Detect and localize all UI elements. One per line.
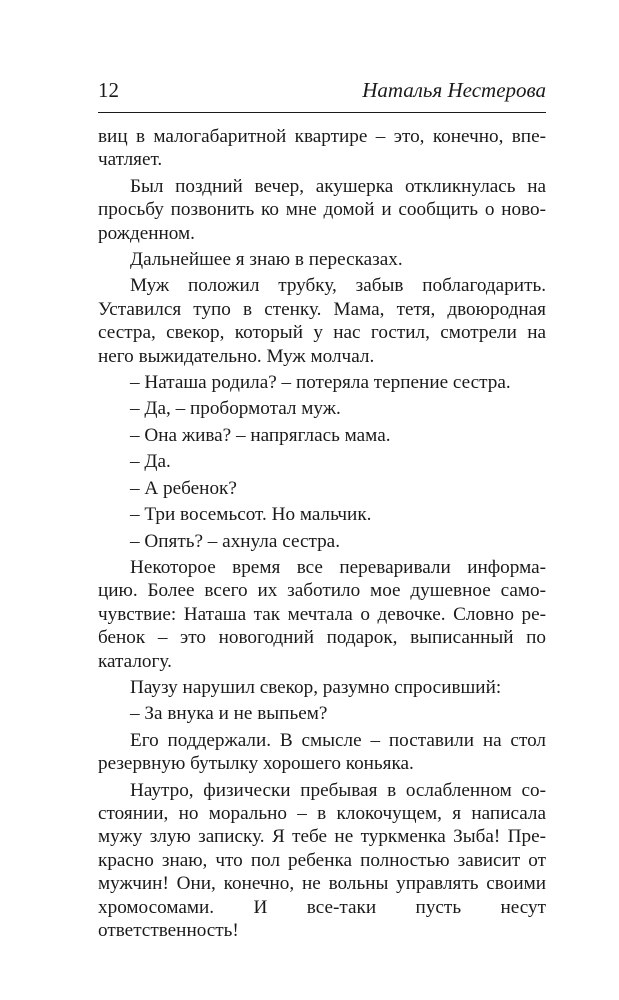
text-line: Некоторое время все переваривали информа- — [130, 556, 546, 578]
text-line: мужу злую записку. Я тебе не туркменка Зыба! Пре- — [98, 826, 546, 848]
text-line: рожденном. — [98, 222, 195, 244]
text-line: – Три восемьсот. Но мальчик. — [130, 504, 372, 526]
text-line: – Она жива? – напряглась мама. — [130, 424, 391, 446]
text-line: хромосомами. И все-таки пусть несут ответственность! — [98, 896, 546, 941]
text-line: резервную бутылку хорошего коньяка. — [98, 753, 414, 775]
text-line: Паузу нарушил свекор, разумно спросивший: — [130, 676, 502, 698]
paragraph — [98, 175, 546, 245]
text-line: – Опять? – ахнула сестра. — [130, 530, 340, 552]
paragraph — [98, 424, 546, 447]
text-line: Уставился тупо в стенку. Мама, тетя, двоюродная — [98, 298, 546, 320]
body-text — [98, 125, 546, 942]
text-line: – Наташа родила? – потеряла терпение сестра. — [130, 372, 511, 394]
paragraph — [98, 729, 546, 776]
paragraph — [98, 371, 546, 394]
text-line: виц в малогабаритной квартире – это, конечно, впе- — [98, 126, 546, 147]
text-line: Его поддержали. В смысле – поставили на стол — [130, 729, 546, 751]
paragraph — [98, 503, 546, 526]
paragraph — [98, 556, 546, 673]
text-line: чатляет. — [98, 149, 163, 171]
text-line: – За внука и не выпьем? — [130, 703, 328, 725]
page-header — [98, 78, 546, 103]
text-line: цию. Более всего их заботило мое душевное само- — [98, 580, 546, 602]
text-line: Наутро, физически пребывая в ослабленном со- — [130, 779, 546, 801]
paragraph — [98, 676, 546, 699]
paragraph — [98, 274, 546, 368]
text-line: сестра, свекор, который у нас гостил, смотрели на — [98, 322, 546, 344]
header-rule — [98, 112, 546, 113]
paragraph — [98, 702, 546, 725]
text-line: Муж положил трубку, забыв поблагодарить. — [130, 275, 546, 297]
text-line: каталогу. — [98, 650, 172, 672]
paragraph — [98, 530, 546, 553]
text-line: Был поздний вечер, акушерка откликнулась на — [130, 175, 546, 197]
paragraph — [98, 450, 546, 473]
text-line: просьбу позвонить ко мне домой и сообщить о ново- — [98, 199, 546, 221]
page-number: 12 — [98, 78, 119, 102]
text-line: – Да. — [130, 451, 171, 473]
paragraph — [98, 248, 546, 271]
text-line: чувствие: Наташа так мечтала о девочке. Словно ре- — [98, 603, 546, 625]
running-head: Наталья Нестерова — [362, 78, 546, 102]
text-line: красно знаю, что пол ребенка полностью зависит от — [98, 849, 546, 871]
text-line: стоянии, но морально – в клокочущем, я написала — [98, 802, 546, 824]
text-line: мужчин! Они, конечно, не вольны управлять своими — [98, 873, 546, 895]
text-line: – Да, – пробормотал муж. — [130, 398, 341, 420]
text-line: него выжидательно. Муж молчал. — [98, 345, 375, 367]
text-line: Дальнейшее я знаю в пересказах. — [130, 249, 403, 271]
text-line: – А ребенок? — [130, 477, 237, 499]
paragraph — [98, 125, 546, 172]
paragraph — [98, 397, 546, 420]
text-line: бенок – это новогодний подарок, выписанный по — [98, 627, 546, 649]
paragraph — [98, 779, 546, 943]
paragraph — [98, 477, 546, 500]
